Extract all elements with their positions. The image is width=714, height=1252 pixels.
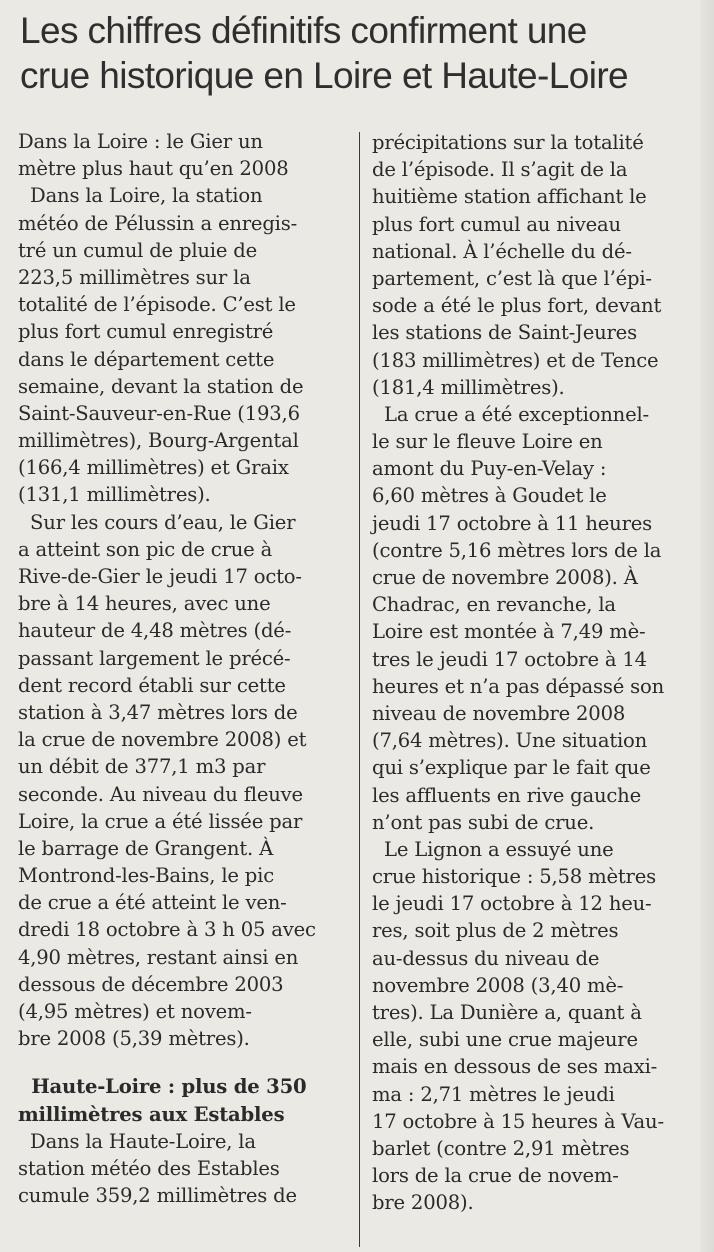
body-line: (166,4 millimètres) et Graix (18, 456, 289, 480)
subheading-line: Haute-Loire : plus de 350 (18, 1075, 307, 1099)
body-line: amont du Puy-en-Velay : (372, 457, 607, 481)
body-line: la crue de novembre 2008) et (18, 728, 307, 752)
body-line: n’ont pas subi de crue. (372, 810, 595, 834)
body-line: mais en dessous de ses maxi- (372, 1055, 658, 1079)
body-line: Saint-Sauveur-en-Rue (193,6 (18, 401, 300, 425)
subheading-line: millimètres aux Estables (18, 1102, 285, 1126)
body-line: dent record établi sur cette (18, 673, 286, 697)
body-line: Loire, la crue a été lissée par (18, 809, 303, 833)
body-line: partement, c’est là que l’épi- (372, 266, 652, 290)
body-line: Dans la Haute-Loire, la (18, 1129, 256, 1153)
body-line: station météo des Estables (18, 1156, 280, 1180)
body-line: tres le jeudi 17 octobre à 14 (372, 647, 647, 671)
body-line: cumule 359,2 millimètres de (18, 1184, 297, 1208)
body-line: bre à 14 heures, avec une (18, 592, 271, 616)
body-line: dans le département cette (18, 347, 275, 371)
body-line: dessous de décembre 2003 (18, 972, 284, 996)
headline-line: Les chiffres définitifs confirment une (20, 10, 587, 51)
body-line: mètre plus haut qu’en 2008 (18, 157, 289, 181)
body-line: La crue a été exceptionnel- (372, 402, 649, 426)
body-line: station à 3,47 mètres lors de (18, 700, 298, 724)
body-line: 6,60 mètres à Goudet le (372, 484, 607, 508)
body-line: heures et n’a pas dépassé son (372, 674, 665, 698)
body-line: hauteur de 4,48 mètres (dé- (18, 619, 292, 643)
body-line: 17 octobre à 15 heures à Vau- (372, 1109, 664, 1133)
body-line: a atteint son pic de crue à (18, 537, 273, 561)
body-line: bre 2008 (5,39 mètres). (18, 1027, 250, 1051)
body-line: le barrage de Grangent. À (18, 836, 274, 860)
body-line: Dans la Loire, la station (18, 184, 263, 208)
body-line: barlet (contre 2,91 mètres (372, 1136, 630, 1160)
body-line: le jeudi 17 octobre à 12 heu- (372, 892, 652, 916)
article-column-left (18, 128, 348, 1209)
body-line: précipitations sur la totalité (372, 131, 644, 154)
body-line: plus fort cumul au niveau (372, 212, 621, 236)
body-line: dredi 18 octobre à 3 h 05 avec (18, 918, 316, 942)
body-line: tré un cumul de pluie de (18, 238, 258, 262)
body-line: novembre 2008 (3,40 mè- (372, 973, 624, 997)
body-line: météo de Pélussin a enregis- (18, 211, 298, 235)
body-line: huitième station affichant le (372, 185, 647, 209)
body-line: tres). La Dunière a, quant à (372, 1001, 642, 1024)
body-line: jeudi 17 octobre à 11 heures (372, 511, 652, 535)
body-line: 223,5 millimètres sur la (18, 265, 251, 289)
body-line: (7,64 mètres). Une situation (372, 729, 648, 753)
body-line: le sur le fleuve Loire en (372, 430, 603, 454)
body-line: Dans la Loire : le Gier un (18, 130, 263, 153)
body-line: lors de la crue de novem- (372, 1164, 619, 1188)
body-line: Montrond-les-Bains, le pic (18, 864, 274, 888)
body-line: seconde. Au niveau du fleuve (18, 782, 303, 806)
body-line: national. À l’échelle du dé- (372, 239, 632, 263)
paragraph-spacer (18, 1052, 348, 1073)
column-divider (359, 132, 360, 1247)
body-line: (131,1 millimètres). (18, 483, 211, 507)
body-line: de l’épisode. Il s’agit de la (372, 158, 628, 182)
body-line: qui s’explique par le fait que (372, 756, 651, 780)
body-line: plus fort cumul enregistré (18, 320, 274, 344)
body-line: semaine, devant la station de (18, 374, 304, 398)
body-line: (183 millimètres) et de Tence (372, 348, 659, 372)
body-line: res, soit plus de 2 mètres (372, 919, 619, 943)
body-line: sode a été le plus fort, devant (372, 294, 662, 318)
body-line: bre 2008). (372, 1191, 474, 1215)
body-line: de crue a été atteint le ven- (18, 891, 287, 915)
body-line: crue historique : 5,58 mètres (372, 865, 656, 889)
body-line: Chadrac, en revanche, la (372, 593, 616, 617)
body-line: millimètres), Bourg-Argental (18, 429, 299, 453)
body-line: Le Lignon a essuyé une (372, 837, 614, 861)
headline-line: crue historique en Loire et Haute-Loire (20, 55, 629, 96)
body-line: crue de novembre 2008). À (372, 566, 638, 589)
body-line: Sur les cours d’eau, le Gier (18, 510, 296, 534)
body-line: niveau de novembre 2008 (372, 701, 626, 725)
body-line: ma : 2,71 mètres le jeudi (372, 1082, 615, 1106)
body-line: les affluents en rive gauche (372, 783, 641, 807)
body-line: passant largement le précé- (18, 646, 291, 670)
body-line: les stations de Saint-Jeures (372, 321, 637, 345)
body-line: (181,4 millimètres). (372, 375, 565, 399)
body-line: 4,90 mètres, restant ainsi en (18, 945, 299, 969)
body-line: au-dessus du niveau de (372, 946, 600, 970)
article-column-right (372, 129, 702, 1217)
body-line: Loire est montée à 7,49 mè- (372, 620, 646, 644)
body-line: elle, subi une crue majeure (372, 1028, 638, 1052)
body-line: (contre 5,16 mètres lors de la (372, 538, 662, 562)
body-line: Rive-de-Gier le jeudi 17 octo- (18, 565, 302, 588)
adjacent-page-edge (700, 0, 714, 1252)
body-line: un débit de 377,1 m3 par (18, 755, 266, 779)
body-line: totalité de l’épisode. C’est le (18, 293, 296, 317)
body-line: (4,95 mètres) et novem- (18, 1000, 252, 1023)
article-headline (20, 8, 710, 98)
